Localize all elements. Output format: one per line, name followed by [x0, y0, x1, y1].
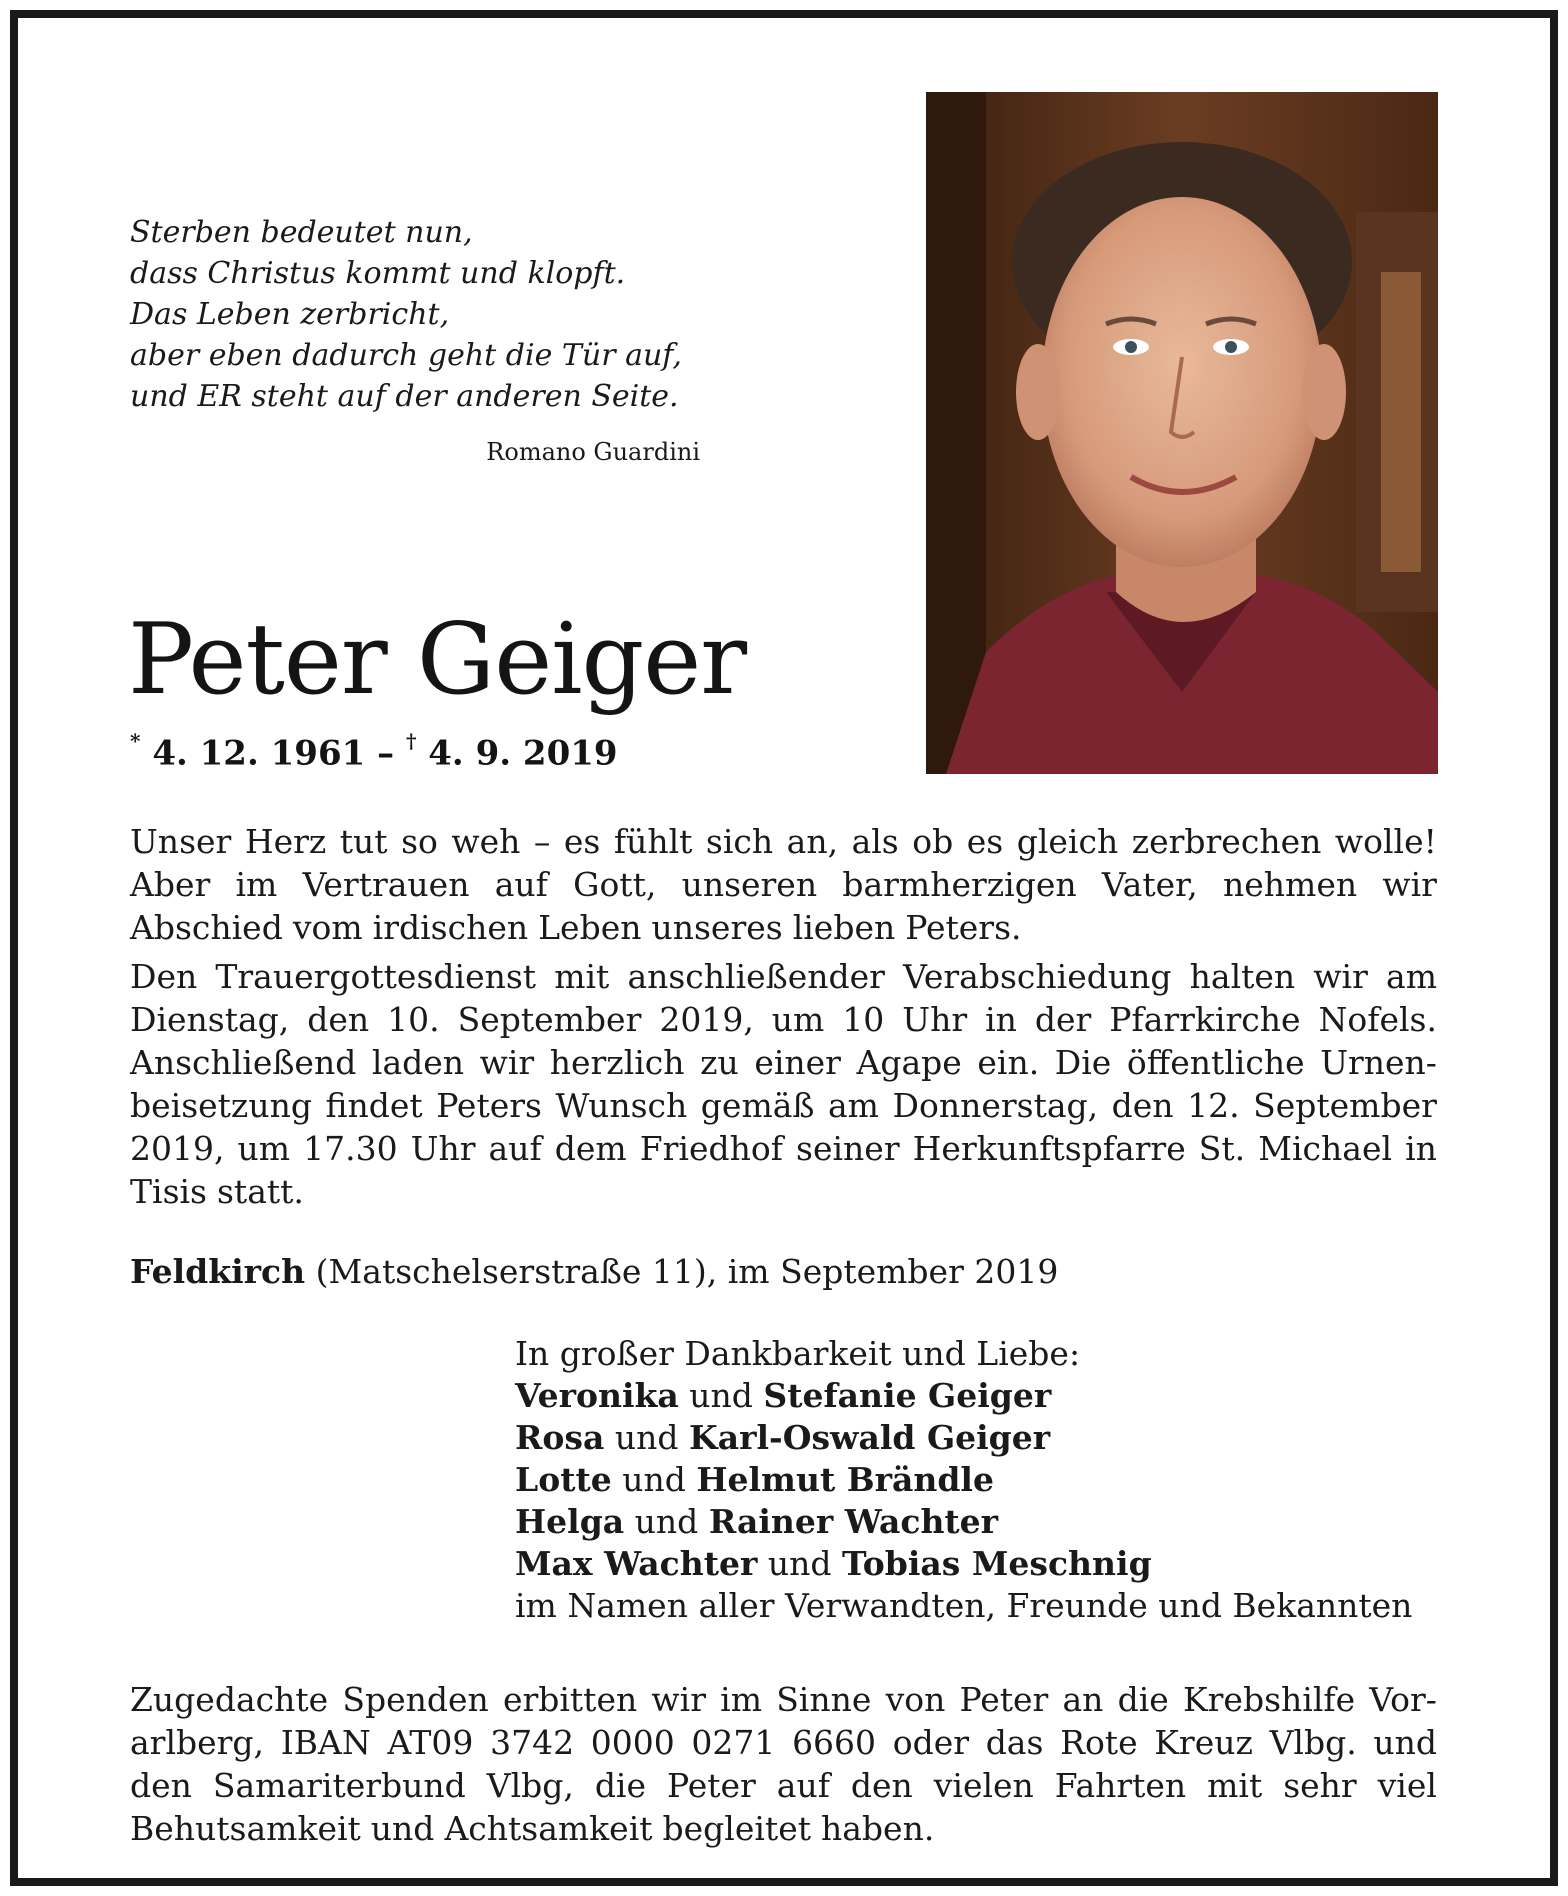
mourner-pair [515, 1459, 1440, 1501]
word: die [1117, 1680, 1169, 1719]
word: Verabschiedung [903, 957, 1172, 996]
word: IBAN [280, 1723, 371, 1762]
word: der [1034, 1000, 1092, 1039]
word: 0271 [691, 1723, 776, 1762]
word: laden [371, 1043, 465, 1082]
mourner-name: Rosa [515, 1418, 605, 1457]
word: herzlich [549, 1043, 685, 1082]
word: Vlbg, [486, 1766, 574, 1805]
word: Tisis [130, 1172, 207, 1211]
text-line [130, 1678, 1437, 1721]
word: auf [776, 1766, 830, 1805]
word: 10. [387, 1000, 440, 1039]
word: mit [554, 957, 610, 996]
word: weh [451, 822, 521, 861]
word: sehr [1283, 1766, 1357, 1805]
word: 2019, [130, 1129, 225, 1168]
word: statt. [217, 1172, 304, 1211]
word: 17.30 [303, 1129, 398, 1168]
mourner-pair [515, 1543, 1440, 1585]
word: Fahrten [1054, 1766, 1187, 1805]
word: in [985, 1000, 1017, 1039]
word: 2019, [659, 1000, 754, 1039]
word: Anschließend [130, 1043, 357, 1082]
word: Behutsamkeit [130, 1809, 361, 1848]
mourner-name: Helga [515, 1502, 625, 1541]
word: Zugedachte [130, 1680, 329, 1719]
birth-symbol: * [130, 729, 141, 753]
word: oder [892, 1723, 970, 1762]
word: findet [325, 1086, 423, 1125]
word: Vertrauen [302, 865, 470, 904]
word: ob [912, 822, 954, 861]
word: Herz [244, 822, 327, 861]
word: als [851, 822, 899, 861]
word: beisetzung [130, 1086, 312, 1125]
text-line [130, 1721, 1437, 1764]
word: wolle! [1334, 822, 1437, 861]
word: Peters [436, 1086, 542, 1125]
word: Die [1054, 1043, 1112, 1082]
word: 3742 [490, 1723, 575, 1762]
word: und [1373, 1723, 1437, 1762]
word: den [1111, 1086, 1174, 1125]
word: nehmen [1222, 865, 1358, 904]
word: Spenden [342, 1680, 489, 1719]
word: Trauergottesdienst [215, 957, 537, 996]
word: vom [292, 908, 363, 947]
quote-line: aber eben dadurch geht die Tür auf, [130, 338, 682, 373]
word: Agape [856, 1043, 962, 1082]
word: 12. [1187, 1086, 1240, 1125]
word: Peters. [905, 908, 1022, 947]
word: um [237, 1129, 291, 1168]
word: Krebshilfe [1183, 1680, 1356, 1719]
quote-line: Sterben bedeutet nun, [130, 215, 473, 250]
word: Wunsch [555, 1086, 688, 1125]
quote-line: Das Leben zerbricht, [130, 297, 450, 332]
word: viel [1377, 1766, 1437, 1805]
place-line [130, 1250, 1058, 1293]
mourner-pair [515, 1501, 1440, 1543]
word: lieben [792, 908, 896, 947]
mourner-pair [515, 1417, 1440, 1459]
word: den [307, 1000, 370, 1039]
place-details: (Matschelserstraße 11), im September 2019 [305, 1252, 1059, 1291]
word: in [1405, 1129, 1437, 1168]
word: Friedhof [639, 1129, 783, 1168]
mourner-name: Stefanie Geiger [763, 1376, 1052, 1415]
word: Uhr [902, 1000, 968, 1039]
word: am [1386, 957, 1437, 996]
word: Kreuz [1154, 1723, 1253, 1762]
text-line [130, 1084, 1437, 1127]
word: Nofels. [1318, 1000, 1437, 1039]
date-separator: – [377, 733, 395, 774]
text-line [130, 906, 1437, 949]
connector: und [767, 1544, 832, 1583]
text-line [130, 998, 1437, 1041]
text-line [130, 820, 1437, 863]
word: erbitten [502, 1680, 638, 1719]
word: – [533, 822, 551, 861]
word: im [720, 1680, 763, 1719]
word: seiner [796, 1129, 900, 1168]
word: zerbrechen [1131, 822, 1322, 861]
word: arlberg, [130, 1723, 265, 1762]
word: begleitet [662, 1809, 811, 1848]
word: Dienstag, [130, 1000, 290, 1039]
quote-line: dass Christus kommt und klopft. [130, 256, 626, 291]
word: im [235, 865, 278, 904]
word: St. [1198, 1129, 1246, 1168]
word: wir [1382, 865, 1437, 904]
mourner-pair [515, 1375, 1440, 1417]
word: ein. [977, 1043, 1040, 1082]
word: anschließender [627, 957, 885, 996]
word: haben. [820, 1809, 935, 1848]
portrait-photo [926, 92, 1438, 774]
word: Vor- [1369, 1680, 1437, 1719]
word: an [1062, 1680, 1104, 1719]
word: dem [554, 1129, 627, 1168]
word: die [594, 1766, 647, 1805]
word: Donnerstag, [892, 1086, 1099, 1125]
text-line [130, 1041, 1437, 1084]
word: so [401, 822, 438, 861]
word: gemäß [700, 1086, 815, 1125]
word: am [828, 1086, 879, 1125]
word: mit [1207, 1766, 1263, 1805]
place-city: Feldkirch [130, 1252, 306, 1291]
word: gleich [1016, 822, 1119, 861]
word: Unser [130, 822, 232, 861]
word: AT09 [387, 1723, 474, 1762]
word: sich [705, 822, 774, 861]
death-symbol: † [405, 729, 417, 753]
mourner-name: Karl-Oswald Geiger [689, 1418, 1051, 1457]
text-line [130, 1764, 1437, 1807]
word: Peter [959, 1680, 1049, 1719]
word: den [850, 1766, 913, 1805]
word: das [985, 1723, 1044, 1762]
word: Pfarrkirche [1109, 1000, 1301, 1039]
condolence-paragraph [130, 820, 1437, 949]
text-line [130, 1170, 1437, 1213]
word: Aber [130, 865, 211, 904]
mourners-intro: In großer Dankbarkeit und Liebe: [515, 1334, 1081, 1373]
word: September [1253, 1086, 1437, 1125]
connector: und [689, 1376, 753, 1415]
word: Herkunftspfarre [912, 1129, 1186, 1168]
mourner-name: Rainer Wachter [708, 1502, 999, 1541]
word: von [885, 1680, 946, 1719]
deceased-name: Peter Geiger [128, 603, 747, 717]
mourner-name: Max Wachter [515, 1544, 758, 1583]
word: zu [700, 1043, 739, 1082]
mourner-name: Lotte [515, 1460, 612, 1499]
word: September [457, 1000, 642, 1039]
word: Peter [666, 1766, 756, 1805]
donation-paragraph [130, 1678, 1437, 1850]
word: unseres [651, 908, 783, 947]
word: öffentliche [1126, 1043, 1305, 1082]
word: um [771, 1000, 825, 1039]
word: Michael [1258, 1129, 1393, 1168]
word: Uhr [410, 1129, 476, 1168]
word: an, [786, 822, 839, 861]
word: Den [130, 957, 198, 996]
life-dates [130, 729, 618, 774]
guardini-quote [130, 212, 682, 417]
word: auf [488, 1129, 542, 1168]
mourner-name: Veronika [515, 1376, 679, 1415]
word: vielen [933, 1766, 1034, 1805]
word: Vater, [1101, 865, 1198, 904]
connector: und [634, 1502, 699, 1541]
quote-author: Romano Guardini [486, 438, 700, 466]
word: wir [1313, 957, 1368, 996]
word: Sinne [776, 1680, 872, 1719]
word: 6660 [792, 1723, 877, 1762]
word: Abschied [130, 908, 283, 947]
mourners-block [515, 1333, 1440, 1627]
word: es [563, 822, 601, 861]
word: Urnen- [1320, 1043, 1437, 1082]
mourner-name: Helmut Brändle [696, 1460, 994, 1499]
word: auf [494, 865, 548, 904]
death-date: 4. 9. 2019 [428, 733, 618, 774]
word: Vlbg. [1269, 1723, 1357, 1762]
word: Samariterbund [212, 1766, 466, 1805]
word: wir [479, 1043, 535, 1082]
word: halten [1189, 957, 1296, 996]
text-line [130, 863, 1437, 906]
word: es [966, 822, 1004, 861]
word: unseren [681, 865, 818, 904]
word: Gott, [573, 865, 657, 904]
word: wir [651, 1680, 706, 1719]
text-line [130, 1807, 1437, 1850]
word: fühlt [613, 822, 693, 861]
word: und [370, 1809, 435, 1848]
word: Leben [538, 908, 642, 947]
funeral-info-paragraph [130, 955, 1437, 1213]
word: irdischen [372, 908, 529, 947]
word: den [130, 1766, 192, 1805]
word: Achtsamkeit [444, 1809, 653, 1848]
quote-line: und ER steht auf der anderen Seite. [130, 379, 679, 414]
mourner-name: Tobias Meschnig [842, 1544, 1152, 1583]
text-line [130, 955, 1437, 998]
connector: und [614, 1418, 679, 1457]
word: barmherzigen [842, 865, 1077, 904]
text-line [130, 1127, 1437, 1170]
word: Rote [1060, 1723, 1138, 1762]
word: tut [339, 822, 388, 861]
birth-date: 4. 12. 1961 [152, 733, 366, 774]
word: 0000 [590, 1723, 675, 1762]
connector: und [622, 1460, 686, 1499]
mourners-closing: im Namen aller Verwandten, Freunde und Bekannten [515, 1586, 1413, 1625]
word: einer [754, 1043, 841, 1082]
word: 10 [842, 1000, 885, 1039]
